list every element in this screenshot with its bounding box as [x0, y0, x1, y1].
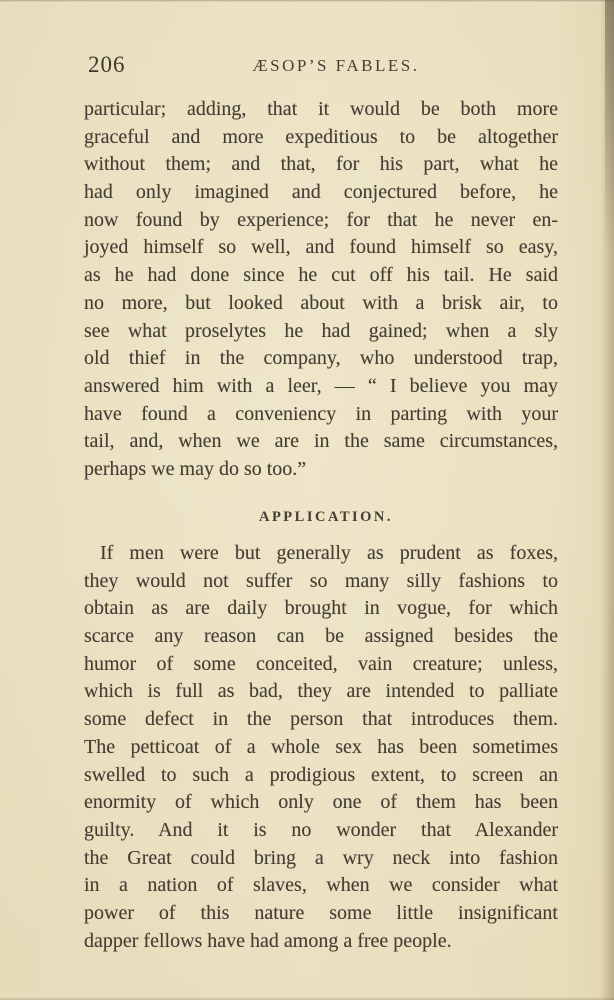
text-line: which is full as bad, they are intended to palliate — [84, 680, 558, 703]
application-paragraph — [84, 540, 558, 955]
text-line: humor of some conceited, vain creature; unless, — [84, 652, 558, 675]
text-line: swelled to such a prodigious extent, to screen an — [84, 763, 558, 786]
text-line: power of this nature some little insignificant — [84, 901, 558, 924]
text-line: obtain as are daily brought in vogue, for which — [84, 597, 558, 620]
page-number: 206 — [88, 52, 126, 77]
text-line: some defect in the person that introduces them. — [84, 708, 558, 731]
running-title: ÆSOP’S FABLES. — [252, 56, 420, 75]
text-line: see what proselytes he had gained; when a sly — [84, 319, 558, 342]
text-line: the Great could bring a wry neck into fashion — [84, 846, 558, 869]
text-line: The petticoat of a whole sex has been sometimes — [84, 735, 558, 758]
text-line: graceful and more expeditious to be altogether — [84, 125, 558, 148]
text-line: guilty. And it is no wonder that Alexander — [84, 818, 558, 841]
text-line: as he had done since he cut off his tail. He said — [84, 264, 558, 287]
page-edge-shadow-top — [605, 0, 614, 250]
text-line: old thief in the company, who understood trap, — [84, 347, 558, 370]
text-line: perhaps we may do so too.” — [84, 457, 307, 480]
text-line: scarce any reason can be assigned besides the — [84, 625, 558, 648]
text-line: enormity of which only one of them has been — [84, 791, 558, 814]
text-line: particular; adding, that it would be both more — [84, 98, 558, 120]
text-line: no more, but looked about with a brisk air, to — [84, 291, 558, 314]
text-line: they would not suffer so many silly fashions to — [84, 569, 558, 592]
text-line: If men were but generally as prudent as foxes, — [100, 542, 558, 564]
text-line: in a nation of slaves, when we consider what — [84, 874, 558, 897]
text-line: joyed himself so well, and found himself so easy, — [84, 236, 558, 259]
text-line: have found a conveniency in parting with your — [84, 402, 558, 425]
fable-conclusion-paragraph — [84, 96, 558, 484]
scan-top-edge — [0, 0, 614, 2]
page-header — [84, 52, 560, 80]
application-heading: APPLICATION. — [258, 509, 394, 525]
text-line: without them; and that, for his part, what he — [84, 153, 558, 176]
text-line: had only imagined and conjectured before, he — [84, 181, 558, 204]
text-line: now found by experience; for that he never en- — [84, 208, 558, 231]
text-line: dapper fellows have had among a free people. — [84, 929, 452, 952]
text-line: tail, and, when we are in the same circumstances, — [84, 430, 558, 453]
text-line: answered him with a leer, — “ I believe you may — [84, 374, 558, 397]
